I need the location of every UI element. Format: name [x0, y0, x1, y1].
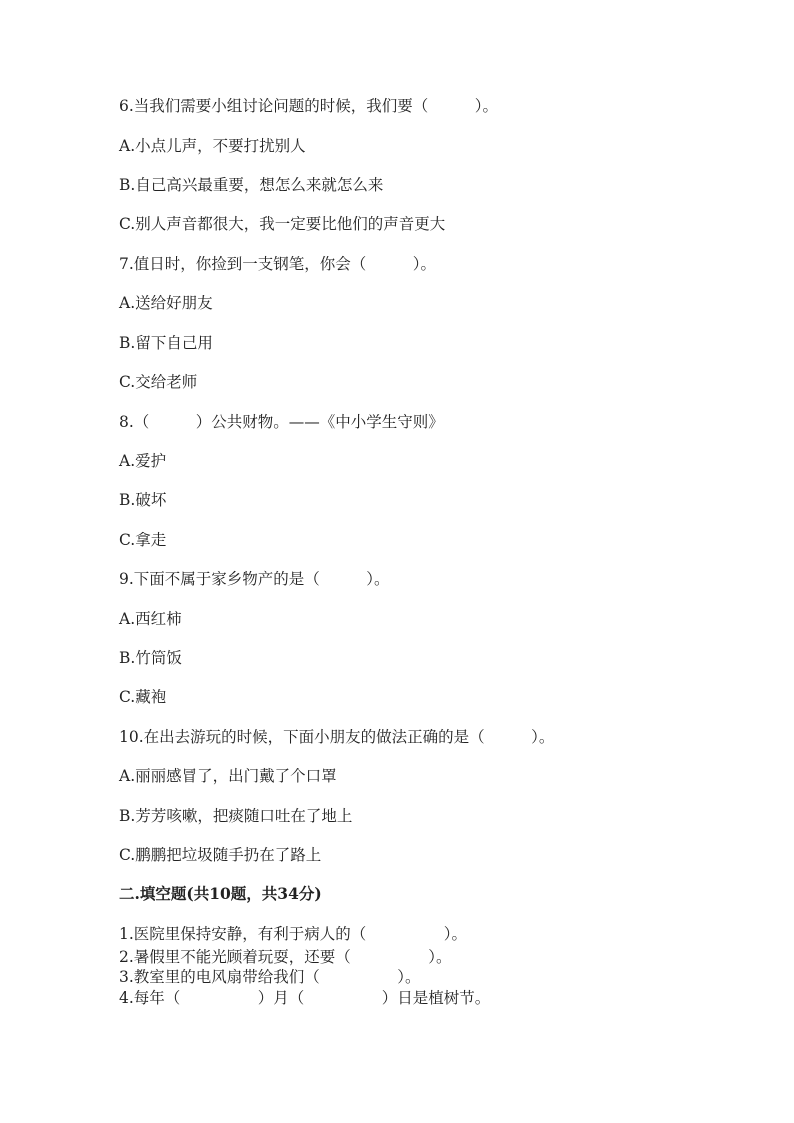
fill-item-3: 3.教室里的电风扇带给我们（ ）。	[119, 968, 421, 986]
question-9-option-b: B.竹筒饭	[119, 649, 182, 667]
question-9: 9.下面不属于家乡物产的是（ ）。	[119, 570, 390, 588]
fill-section-heading: 二.填空题(共10题，共34分)	[119, 884, 322, 903]
question-6-option-c: C.别人声音都很大，我一定要比他们的声音更大	[119, 215, 446, 233]
question-8-option-b: B.破坏	[119, 491, 167, 509]
question-10: 10.在出去游玩的时候，下面小朋友的做法正确的是（ ）。	[119, 728, 555, 746]
question-7-option-c: C.交给老师	[119, 373, 198, 391]
question-7-option-b: B.留下自己用	[119, 334, 213, 352]
question-6-option-b: B.自己高兴最重要，想怎么来就怎么来	[119, 176, 384, 194]
question-10-option-c: C.鹏鹏把垃圾随手扔在了路上	[119, 846, 322, 864]
question-9-option-c: C.藏袍	[119, 688, 167, 706]
fill-item-4: 4.每年（ ）月（ ）日是植树节。	[119, 989, 491, 1007]
question-8: 8.（ ）公共财物。——《中小学生守则》	[119, 413, 444, 431]
question-7-option-a: A.送给好朋友	[119, 294, 213, 312]
question-10-option-a: A.丽丽感冒了，出门戴了个口罩	[119, 767, 337, 785]
fill-item-1: 1.医院里保持安静，有利于病人的（ ）。	[119, 925, 468, 943]
question-6: 6.当我们需要小组讨论问题的时候，我们要（ ）。	[119, 97, 499, 115]
question-8-option-a: A.爱护	[119, 452, 167, 470]
question-6-option-a: A.小点儿声，不要打扰别人	[119, 137, 306, 155]
question-8-option-c: C.拿走	[119, 531, 167, 549]
fill-item-2: 2.暑假里不能光顾着玩耍，还要（ ）。	[119, 948, 452, 966]
question-7: 7.值日时，你捡到一支钢笔，你会（ ）。	[119, 255, 437, 273]
question-10-option-b: B.芳芳咳嗽，把痰随口吐在了地上	[119, 807, 353, 825]
question-9-option-a: A.西红柿	[119, 610, 182, 628]
